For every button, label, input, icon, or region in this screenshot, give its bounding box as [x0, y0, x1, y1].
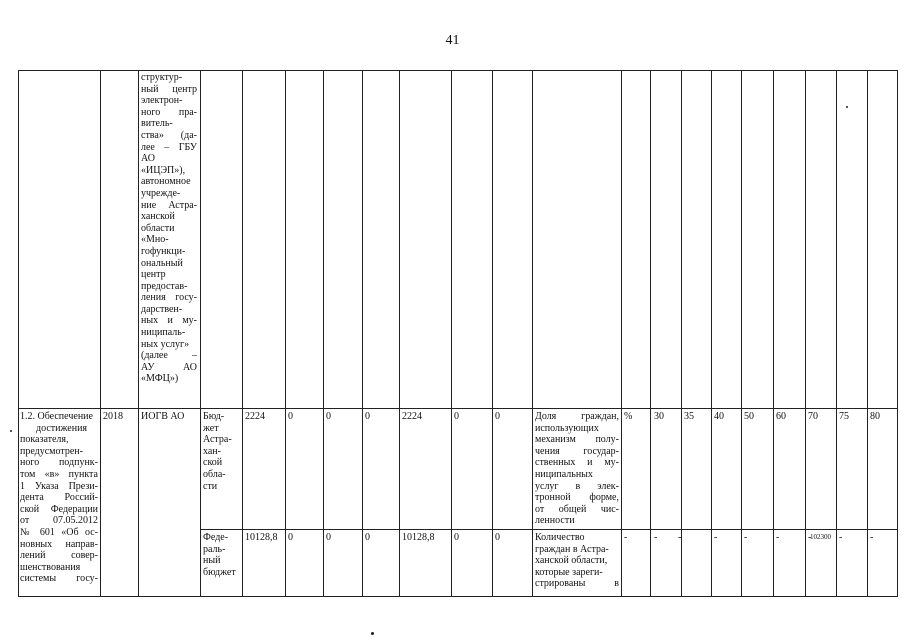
measure-name-line: № 601 «Об ос-	[20, 526, 98, 538]
indicator-target: -	[654, 532, 658, 543]
program-table	[18, 70, 898, 597]
indicator-line: стрированы в	[535, 578, 619, 590]
indicator-target: -	[744, 532, 748, 543]
org-text-line: гофункци-	[141, 245, 186, 257]
indicator-target: 35	[684, 411, 694, 422]
funding-total: 10128,8	[245, 532, 278, 543]
org-text-line: ниципаль-	[141, 327, 186, 339]
funding-year-value: 0	[365, 411, 370, 422]
org-text-line: дарствен-	[141, 303, 183, 315]
source-line: раль-	[203, 543, 226, 555]
source-line: Бюд-	[203, 411, 225, 422]
indicator-line: ственных и му-	[535, 457, 619, 469]
measure-name-line: от 07.05.2012	[20, 515, 98, 527]
indicator-registered-citizens	[535, 532, 619, 590]
source-line: ный	[203, 555, 221, 567]
funding-year-value: 0	[288, 532, 293, 543]
indicator-line: ханской области,	[535, 555, 608, 567]
indicator-line: Доля граждан,	[535, 411, 619, 422]
source-line: сти	[203, 480, 218, 492]
source-line: Астра-	[203, 434, 232, 446]
source-line: хан-	[203, 445, 221, 457]
source-line: Феде-	[203, 532, 229, 543]
org-text-line: «МФЦ»)	[141, 373, 179, 385]
funding-total: 2224	[245, 411, 265, 422]
indicator-target: -	[870, 532, 874, 543]
funding-year-value: 0	[288, 411, 293, 422]
org-text-line: «Мно-	[141, 234, 169, 246]
continued-org-text	[141, 72, 197, 385]
indicator-target: -	[678, 532, 682, 543]
indicator-target: 50	[744, 411, 754, 422]
measure-name-line: том «в» пункта	[20, 468, 98, 480]
indicator-target: 70	[808, 411, 818, 422]
indicator-share-electronic	[535, 411, 619, 527]
measure-name-line: дента Россий-	[20, 492, 98, 504]
scan-speck	[846, 106, 848, 108]
indicator-line: использующих	[535, 422, 599, 434]
indicator-line: ниципальных	[535, 468, 593, 480]
funding-year-value: 0	[326, 532, 331, 543]
indicator-target: -	[776, 532, 780, 543]
indicator-line: ленности	[535, 515, 575, 527]
indicator-line: Количество	[535, 532, 585, 543]
indicator-target: -	[839, 532, 843, 543]
funding-source-federal	[203, 532, 241, 578]
org-text-line: области	[141, 222, 175, 234]
page-number: 41	[445, 33, 460, 48]
org-text-line: центр	[141, 269, 166, 281]
funding-year-value: 10128,8	[402, 532, 435, 543]
org-text-line: АО	[141, 153, 155, 165]
source-line: жет	[203, 422, 219, 434]
measure-name-line: ской Федерации	[20, 503, 98, 515]
funding-source-regional	[203, 411, 241, 492]
measure-name-line: достижения	[36, 422, 88, 434]
scan-speck	[371, 632, 374, 635]
indicator-target: -	[714, 532, 718, 543]
measure-name-line: новных направ-	[20, 538, 98, 550]
measure-name-line: лений совер-	[20, 550, 98, 562]
indicator-line: чения государ-	[535, 445, 619, 457]
measure-name-line: показателя,	[20, 434, 69, 446]
indicator-unit: -	[624, 532, 628, 543]
org-text-line: ных услуг»	[141, 338, 190, 350]
indicator-target: 75	[839, 411, 849, 422]
org-text-line: ние Астра-	[141, 199, 197, 211]
measure-name	[20, 411, 98, 585]
measure-name-line: ного подпунк-	[20, 457, 98, 469]
source-line: бюджет	[203, 566, 236, 578]
org-text-line: автономное	[141, 176, 191, 188]
indicator-target-small: 102300	[810, 533, 831, 541]
indicator-line: которые зареги-	[535, 566, 603, 578]
indicator-line: тронной форме,	[535, 492, 619, 504]
source-line: ской	[203, 457, 223, 469]
org-text-line: ный центр	[141, 83, 197, 95]
org-text-line: витель-	[141, 118, 173, 130]
org-text-line: электрон-	[141, 95, 183, 107]
funding-year-value: 0	[326, 411, 331, 422]
org-text-line: АУ АО	[141, 361, 197, 373]
indicator-target: 40	[714, 411, 724, 422]
indicator-target: 30	[654, 411, 664, 422]
org-text-line: «ИЦЭП»),	[141, 164, 186, 176]
measure-name-line: 1 Указа Прези-	[20, 480, 98, 492]
org-text-line: структур-	[141, 72, 183, 83]
org-text-line: учрежде-	[141, 187, 181, 199]
funding-year-value: 0	[454, 411, 459, 422]
org-text-line: ления госу-	[141, 292, 197, 304]
indicator-target: -	[808, 532, 812, 543]
org-text-line: предостав-	[141, 280, 188, 292]
org-text-line: ональный	[141, 257, 183, 269]
indicator-line: услуг в элек-	[535, 480, 619, 492]
indicator-unit: %	[624, 411, 633, 422]
org-text-line: лее – ГБУ	[141, 141, 197, 153]
funding-year-value: 0	[454, 532, 459, 543]
measure-name-line: 1.2. Обеспечение	[20, 411, 93, 422]
funding-year-value: 2224	[402, 411, 422, 422]
funding-year-value: 0	[365, 532, 370, 543]
funding-year-value: 0	[495, 532, 500, 543]
indicator-line: граждан в Астра-	[535, 543, 609, 555]
org-text-line: ного пра-	[141, 106, 197, 118]
org-text-line: (далее –	[141, 350, 197, 362]
org-text-line: ства» (да-	[141, 129, 197, 141]
indicator-target: 60	[776, 411, 786, 422]
measure-name-line: системы госу-	[20, 573, 98, 585]
measure-name-line: предусмотрен-	[20, 445, 83, 457]
scan-speck	[10, 430, 12, 432]
org-text-line: ханской	[141, 211, 175, 223]
indicator-target: 80	[870, 411, 880, 422]
measure-executor: ИОГВ АО	[141, 411, 185, 422]
funding-year-value: 0	[495, 411, 500, 422]
indicator-line: от общей чис-	[535, 503, 619, 515]
source-line: обла-	[203, 468, 226, 480]
measure-name-line: шенствования	[20, 561, 81, 573]
measure-year: 2018	[103, 411, 123, 422]
indicator-line: механизм полу-	[535, 434, 619, 446]
org-text-line: ных и му-	[141, 315, 197, 327]
